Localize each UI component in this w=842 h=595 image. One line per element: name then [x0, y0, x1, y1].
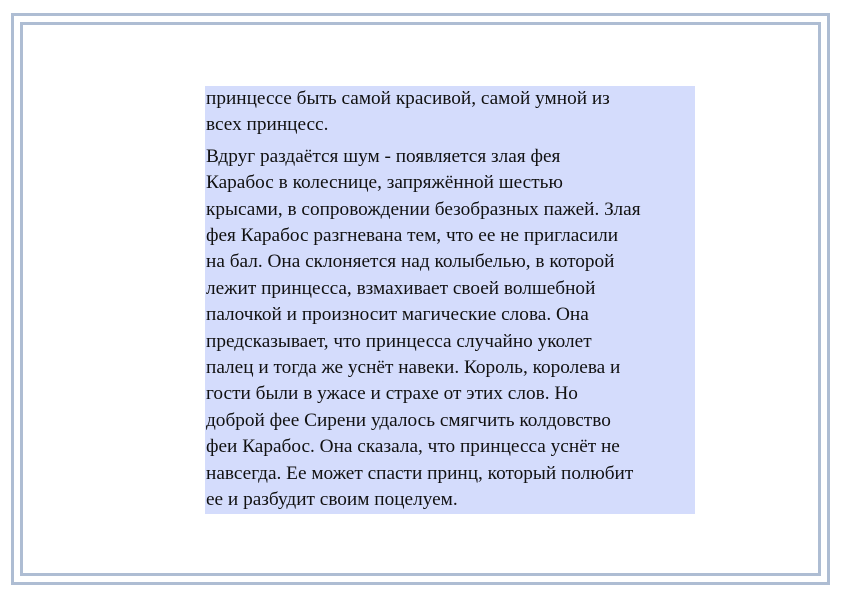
text-line: Вдруг раздаётся шум - появляется злая фея: [206, 145, 561, 167]
text-line: палец и тогда же уснёт навеки. Король, королева и: [206, 357, 621, 379]
text-line: лежит принцесса, взмахивает своей волшебной: [206, 277, 596, 299]
text-line: на бал. Она склоняется над колыбелью, в которой: [206, 251, 615, 273]
text-line: фея Карабос разгневана тем, что ее не пригласили: [206, 225, 619, 247]
text-line: навсегда. Ее может спасти принц, который полюбит: [206, 462, 634, 484]
text-line: доброй фее Сирени удалось смягчить колдовство: [206, 409, 611, 431]
text-line: палочкой и произносит магические слова. Она: [206, 304, 589, 326]
text-line: предсказывает, что принцесса случайно уколет: [206, 330, 592, 352]
text-line: всех принцесс.: [206, 114, 329, 136]
paragraph-1: [206, 86, 694, 139]
text-line: крысами, в сопровождении безобразных пажей. Злая: [206, 198, 641, 220]
text-line: принцессе быть самой красивой, самой умной из: [206, 88, 610, 109]
paragraph-2: [206, 144, 694, 514]
text-line: гости были в ужасе и страхе от этих слов. Но: [206, 383, 578, 405]
text-line: Карабос в колеснице, запряжённой шестью: [206, 172, 563, 194]
story-text-box: [205, 86, 695, 514]
text-line: феи Карабос. Она сказала, что принцесса уснёт не: [206, 436, 620, 458]
text-line: ее и разбудит своим поцелуем.: [206, 489, 458, 511]
